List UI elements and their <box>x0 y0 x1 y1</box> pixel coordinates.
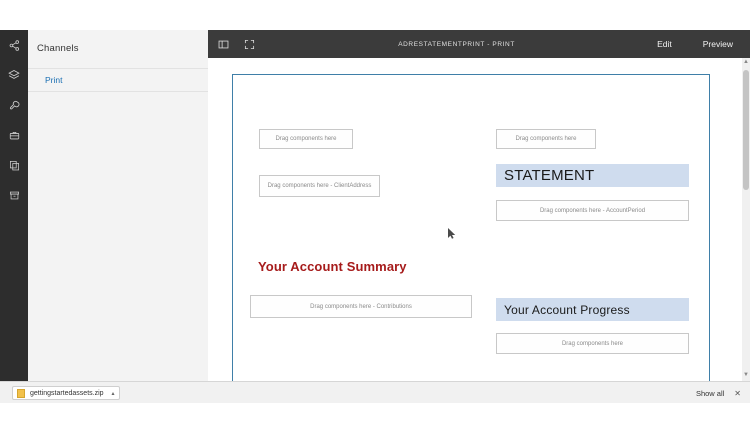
toolbar-left-group <box>208 38 256 51</box>
browser-chrome-top <box>0 0 750 30</box>
drop-zone-label: Drag components here - AccountPeriod <box>539 207 646 214</box>
channel-item-label: Print <box>45 75 63 85</box>
share-icon[interactable] <box>0 30 28 60</box>
band-statement[interactable] <box>496 164 689 187</box>
show-all-button[interactable]: Show all <box>695 388 725 398</box>
drop-zone-progress-body[interactable] <box>496 333 689 354</box>
toolbar-right-group <box>657 39 750 49</box>
copy-icon[interactable] <box>0 150 28 180</box>
drop-zone-label: Drag components here <box>561 340 624 347</box>
download-item[interactable] <box>12 386 120 400</box>
left-icon-rail <box>0 30 28 381</box>
drop-zone-header-right[interactable] <box>496 129 596 149</box>
drop-zone-account-period[interactable] <box>496 200 689 221</box>
download-file-name: gettingstartedassets.zip <box>30 389 104 397</box>
drop-zone-label: Drag components here <box>515 136 577 142</box>
drop-zone-label: Drag components here - Contributions <box>310 303 412 310</box>
briefcase-icon[interactable] <box>0 120 28 150</box>
panel-toggle-icon[interactable] <box>217 38 230 51</box>
document-title: ADRESTATEMENTPRINT - PRINT <box>398 40 515 48</box>
drop-zone-label: Drag components here <box>275 136 337 142</box>
drop-zone-client-address[interactable] <box>259 175 380 197</box>
edit-button[interactable]: Edit <box>657 39 672 49</box>
channel-list <box>28 68 208 92</box>
drop-zone-contributions[interactable] <box>250 295 472 318</box>
scroll-down-arrow-icon[interactable]: ▼ <box>743 372 749 378</box>
download-bar <box>0 381 750 404</box>
band-account-progress[interactable] <box>496 298 689 321</box>
preview-button[interactable]: Preview <box>702 39 733 49</box>
zip-file-icon <box>17 389 25 398</box>
download-bar-right <box>696 389 741 398</box>
channels-panel <box>28 30 209 381</box>
archive-icon[interactable] <box>0 180 28 210</box>
canvas-vertical-scrollbar[interactable] <box>742 58 750 381</box>
layers-icon[interactable] <box>0 60 28 90</box>
band-statement-title: STATEMENT <box>504 167 595 184</box>
drop-zone-label: Drag components here - ClientAddress <box>267 183 372 189</box>
wrench-icon[interactable] <box>0 90 28 120</box>
chevron-up-icon[interactable]: ▴ <box>111 390 115 397</box>
channel-item-print-wrapper <box>28 69 208 92</box>
heading-account-summary: Your Account Summary <box>258 259 407 274</box>
template-canvas[interactable] <box>208 58 742 381</box>
scroll-up-arrow-icon[interactable]: ▲ <box>743 59 749 65</box>
drop-zone-header-left[interactable] <box>259 129 353 149</box>
editor-toolbar <box>208 30 750 58</box>
expand-icon[interactable] <box>243 38 256 51</box>
channel-item-print[interactable] <box>28 69 208 92</box>
scrollbar-thumb[interactable] <box>743 70 749 190</box>
template-page <box>232 74 710 381</box>
channels-title: Channels <box>37 43 79 54</box>
mouse-cursor-icon <box>448 226 456 237</box>
band-account-progress-title: Your Account Progress <box>504 302 630 317</box>
browser-chrome-bottom <box>0 403 750 421</box>
close-icon[interactable]: ✕ <box>734 388 741 398</box>
